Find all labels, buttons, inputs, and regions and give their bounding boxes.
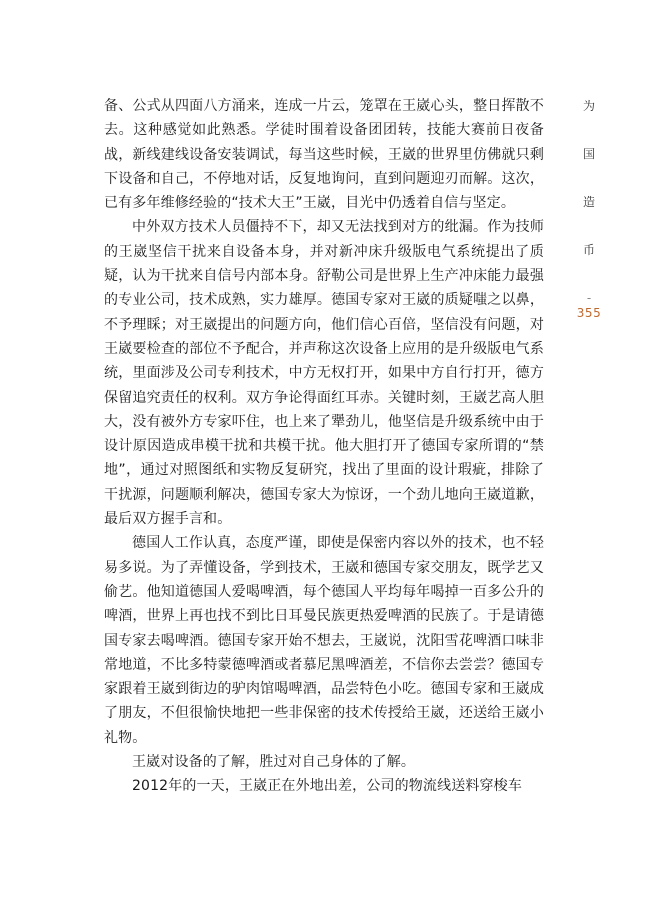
running-title: [576, 94, 602, 320]
paragraph-german-experts: 德国人工作认真，态度严谨，即使是保密内容以外的技术，也不轻易多说。为了弄懂设备，学到技术，王崴和德国专家交朋友，既学艺又偷艺。他知道德国人爱喝啤酒，每个德国人平均每年喝掉一百多公升的啤酒，世界上再也找不到比日耳曼民族更热爱啤酒的民族了。于是请德国专家去喝啤酒。德国专家开始不想去，王崴说，沈阳雪花啤酒口味非常地道，不比多特蒙德啤酒或者慕尼黑啤酒差，不信你去尝尝？德国专家跟着王崴到街边的驴肉馆喝啤酒，品尝特色小吃。德国专家和王崴成了朋友，不但很愉快地把一些非保密的技术传授给王崴，还送给王崴小礼物。: [104, 535, 544, 746]
running-title-char: 币: [582, 243, 595, 257]
running-title-char: 国: [582, 147, 595, 161]
paragraph-2012: 2012年的一天，王崴正在外地出差，公司的物流线送料穿梭车: [132, 778, 522, 795]
running-title-char: 为: [582, 99, 595, 113]
page-number: 355: [576, 306, 602, 320]
paragraph-equipment-knowledge: 王崴对设备的了解，胜过对自己身体的了解。: [132, 754, 415, 771]
paragraph-standoff: 中外双方技术人员僵持不下，却又无法找到对方的纰漏。作为技师的王崴坚信干扰来自设备本身，并对新冲床升级版电气系统提出了质疑，认为干扰来自信号内部本身。舒勒公司是世界上生产冲床能力最强的专业公司，技术成熟，实力雄厚。德国专家对王崴的质疑嗤之以鼻，不予理睬；对王崴提出的问题方向，他们信心百倍，坚信没有问题，对王崴要检查的部位不予配合，并声称这次设备上应用的是升级版电气系统，里面涉及公司专利技术，中方无权打开，如果中方自行打开，德方保留追究责任的权利。双方争论得面红耳赤。关键时刻，王崴艺高人胆大，没有被外方专家吓住，也上来了犟劲儿，他坚信是升级系统中由于设计原因造成串模干扰和共模干扰。他大胆打开了德国专家所谓的“禁地”，通过对照图纸和实物反复研究，找出了里面的设计瑕疵，排除了干扰源，问题顺利解决，德国专家大为惊讶，一个劲儿地向王崴道歉，最后双方握手言和。: [104, 219, 544, 528]
paragraph-continued: 备、公式从四面八方涌来，连成一片云，笼罩在王崴心头，整日挥散不去。这种感觉如此熟悉。学徒时围着设备团团转，技能大赛前日夜备战，新线建线设备安装调试，每当这些时候，王崴的世界里仿佛就只剩下设备和自己，不停地对话，反复地询问，直到问题迎刃而解。这次，已有多年维修经验的“技术大王”王崴，目光中仍透着自信与坚定。: [104, 98, 544, 212]
running-title-char: 造: [582, 195, 595, 209]
running-title-dash: -: [586, 291, 592, 305]
body-text: [104, 94, 544, 799]
